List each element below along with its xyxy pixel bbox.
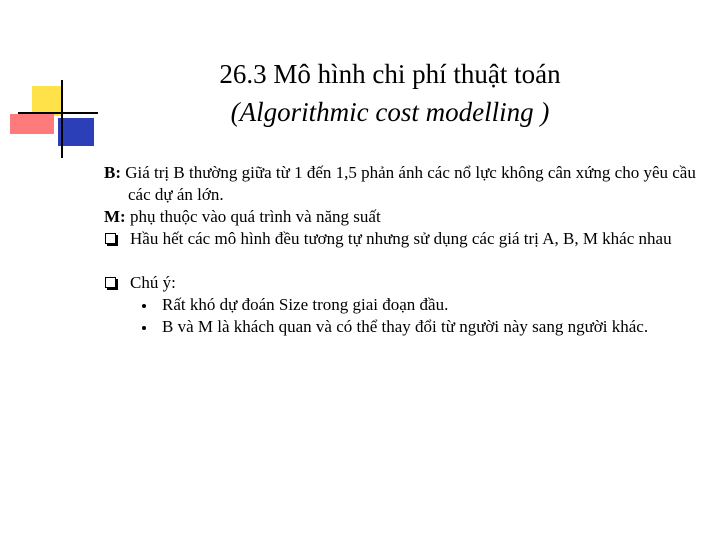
decor-blue-square: [58, 118, 94, 146]
slide-body: [104, 162, 704, 338]
paragraph-b-label: B:: [104, 163, 121, 182]
slide-title: 26.3 Mô hình chi phí thuật toán: [219, 59, 561, 89]
decor-vertical-line: [61, 80, 63, 158]
paragraph-m-text: phụ thuộc vào quá trình và năng suất: [125, 207, 381, 226]
sub-bullet-text: B và M là khách quan và có thể thay đổi từ người này sang người khác.: [162, 317, 649, 336]
sub-list-item: [104, 316, 704, 338]
list-item: [104, 228, 704, 250]
bullet-text: Hầu hết các mô hình đều tương tự nhưng sử dụng các giá trị A, B, M khác nhau: [130, 229, 672, 248]
paragraph-b: [104, 162, 704, 206]
dot-bullet-icon: [142, 304, 146, 308]
paragraph-m-label: M:: [104, 207, 126, 226]
list-item: [104, 272, 704, 294]
decor-horizontal-line: [18, 112, 98, 114]
decor-red-rect: [10, 114, 54, 134]
dot-bullet-icon: [142, 326, 146, 330]
paragraph-b-text: Giá trị B thường giữa từ 1 đến 1,5 phản ánh các nổ lực không cân xứng cho yêu cầu các dự án lớn.: [121, 163, 696, 204]
slide-subtitle: (Algorithmic cost modelling ): [230, 97, 550, 127]
sub-list-item: [104, 294, 704, 316]
paragraph-m: [104, 206, 704, 228]
sub-bullet-text: Rất khó dự đoán Size trong giai đoạn đầu.: [162, 295, 449, 314]
checkbox-bullet-icon: [105, 277, 116, 288]
checkbox-bullet-icon: [105, 233, 116, 244]
bullet-text: Chú ý:: [130, 273, 176, 292]
